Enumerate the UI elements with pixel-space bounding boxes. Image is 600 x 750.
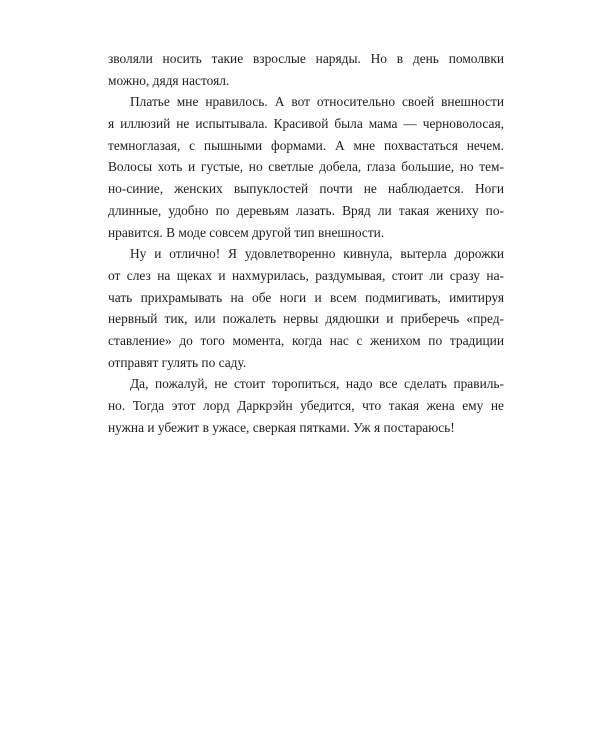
text-line: нервный тик, или пожалеть нервы дядюшки и приберечь «пред-	[108, 311, 504, 327]
text-line: нужна и убежит в ужасе, сверкая пятками. Уж я постараюсь!	[108, 419, 455, 435]
text-line: зволяли носить такие взрослые наряды. Но в день помолвки	[108, 51, 504, 66]
paragraph	[108, 48, 504, 91]
paragraph	[108, 243, 504, 373]
text-line: Волосы хоть и густые, но светлые добела, глаза большие, но тем-	[108, 159, 504, 175]
text-line: от слез на щеках и нахмурилась, раздумывая, стоит ли сразу на-	[108, 267, 504, 283]
text-line: отправят гулять по саду.	[108, 354, 247, 370]
text-line: Ну и отлично! Я удовлетворенно кивнула, вытерла дорожки	[130, 246, 504, 262]
body-text	[108, 48, 504, 438]
text-line: можно, дядя настоял.	[108, 72, 230, 88]
text-line: ставление» до того момента, когда нас с женихом по традиции	[108, 332, 504, 348]
text-line: нравится. В моде совсем другой тип внешности.	[108, 224, 385, 240]
paragraph	[108, 373, 504, 438]
text-line: но-синие, женских выпуклостей почти не наблюдается. Ноги	[108, 181, 504, 197]
text-line: темноглазая, с пышными формами. А мне похвастаться нечем.	[108, 137, 504, 153]
paragraph	[108, 91, 504, 243]
text-line: длинные, удобно по деревьям лазать. Вряд ли такая жениху по-	[108, 202, 504, 218]
text-line: Да, пожалуй, не стоит торопиться, надо все сделать правиль-	[130, 376, 504, 392]
text-line: Платье мне нравилось. А вот относительно своей внешности	[130, 94, 504, 110]
text-line: я иллюзий не испытывала. Красивой была мама — черноволосая,	[108, 116, 504, 132]
text-line: чать прихрамывать на обе ноги и всем подмигивать, имитируя	[108, 289, 504, 305]
text-line: но. Тогда этот лорд Даркрэйн убедится, что такая жена ему не	[108, 398, 504, 413]
